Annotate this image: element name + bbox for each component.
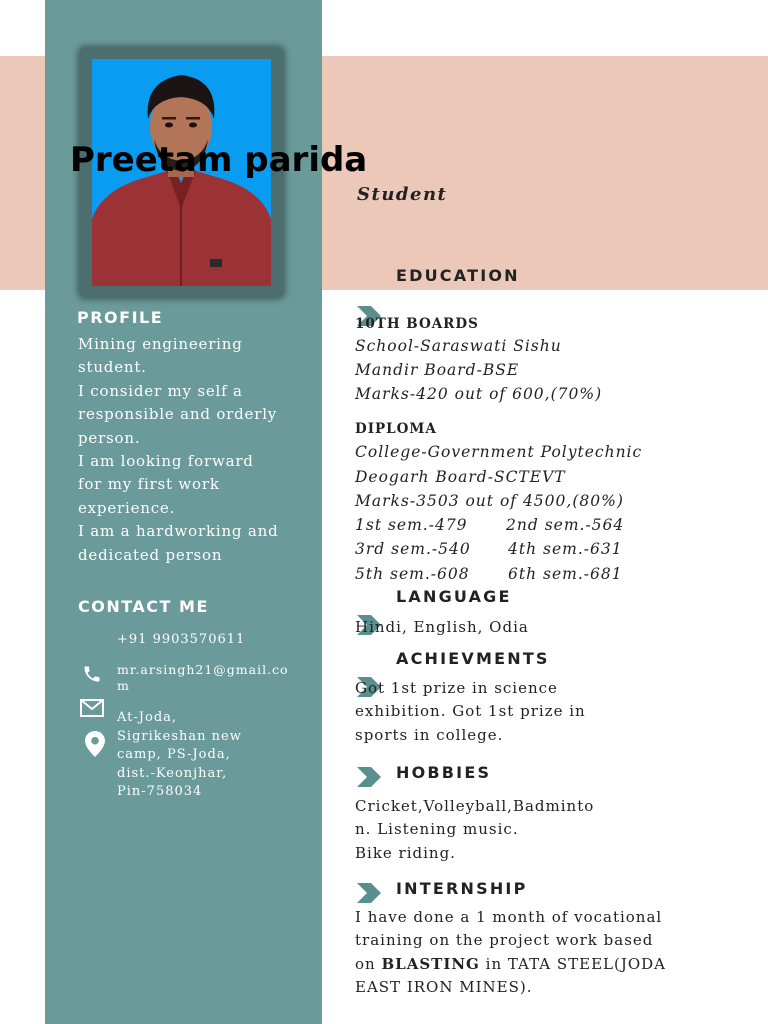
achievements-line: sports in college.: [355, 725, 504, 744]
profile-line: I consider my self a: [78, 381, 243, 400]
semester-mark: 5th sem.-608: [355, 565, 470, 583]
internship-line: [355, 953, 755, 976]
contact-heading: CONTACT ME: [78, 597, 209, 616]
hobbies-heading: HOBBIES: [396, 763, 492, 782]
contact-address: [117, 709, 242, 802]
candidate-name: Preetam parida: [70, 140, 368, 180]
education-line: College-Government Polytechnic: [355, 443, 643, 461]
semester-mark: 4th sem.-631: [508, 540, 623, 558]
profile-text: [78, 333, 318, 567]
semester-mark: 3rd sem.-540: [355, 540, 471, 558]
profile-line: dedicated person: [78, 545, 223, 564]
internship-text-part: in TATA STEEL(JODA: [479, 954, 667, 973]
profile-line: for my first work: [78, 475, 220, 494]
achievements-line: exhibition. Got 1st prize in: [355, 702, 586, 721]
profile-line: I am looking forward: [78, 452, 254, 471]
address-line: Pin-758034: [117, 784, 203, 799]
education-line: Deogarh Board-SCTEVT: [355, 468, 566, 486]
internship-line: EAST IRON MINES).: [355, 978, 533, 997]
candidate-role: Student: [357, 184, 448, 205]
education-line: Marks-3503 out of 4500,(80%): [355, 492, 624, 510]
mail-icon: [80, 699, 104, 721]
internship-line: I have done a 1 month of vocational: [355, 908, 663, 926]
hobbies-line: Cricket,Volleyball,Badminto: [355, 797, 595, 815]
achievements-line: Got 1st prize in science: [355, 679, 558, 697]
internship-line: training on the project work based: [355, 931, 654, 950]
hobbies-line: n. Listening music.: [355, 820, 519, 839]
education-heading: EDUCATION: [396, 266, 520, 285]
education-line: Marks-420 out of 600,(70%): [355, 385, 603, 403]
profile-line: person.: [78, 428, 141, 447]
semester-mark: 6th sem.-681: [508, 565, 623, 583]
internship-text: [355, 906, 755, 1000]
profile-line: experience.: [78, 498, 176, 517]
profile-line: Mining engineering: [78, 335, 243, 353]
address-line: dist.-Keonjhar,: [117, 765, 228, 781]
chevron-icon: [357, 883, 383, 907]
education-line: Mandir Board-BSE: [355, 361, 520, 379]
hobbies-line: Bike riding.: [355, 843, 456, 862]
hobbies-text: [355, 795, 594, 865]
achievements-text: [355, 677, 586, 747]
profile-heading: PROFILE: [77, 308, 164, 327]
chevron-icon: [357, 767, 383, 791]
address-line: Sigrikeshan new: [117, 728, 242, 744]
achievements-heading: ACHIEVMENTS: [396, 649, 550, 668]
address-line: At-Joda,: [117, 710, 178, 725]
internship-heading: INTERNSHIP: [396, 879, 528, 898]
contact-email[interactable]: [117, 662, 297, 694]
contact-email-line: mr.arsingh21@gmail.co: [117, 662, 289, 677]
language-text: Hindi, English, Odia: [355, 618, 529, 636]
phone-icon: [82, 664, 102, 688]
profile-line: I am a hardworking and: [78, 522, 279, 541]
location-pin-icon: [85, 731, 105, 761]
semester-mark: 2nd sem.-564: [506, 516, 625, 534]
semester-mark: 1st sem.-479: [355, 516, 468, 534]
profile-line: student.: [78, 358, 147, 377]
contact-phone: +91 9903570611: [117, 632, 246, 647]
internship-text-part: on: [355, 954, 382, 973]
internship-bold-word: BLASTING: [381, 954, 480, 973]
diploma-title: DIPLOMA: [355, 421, 437, 437]
education-line: School-Saraswati Sishu: [355, 337, 562, 355]
language-heading: LANGUAGE: [396, 587, 512, 606]
address-line: camp, PS-Joda,: [117, 747, 231, 762]
profile-line: responsible and orderly: [78, 405, 278, 424]
tenth-boards-title: 10TH BOARDS: [355, 316, 479, 332]
contact-email-line: m: [117, 678, 130, 693]
